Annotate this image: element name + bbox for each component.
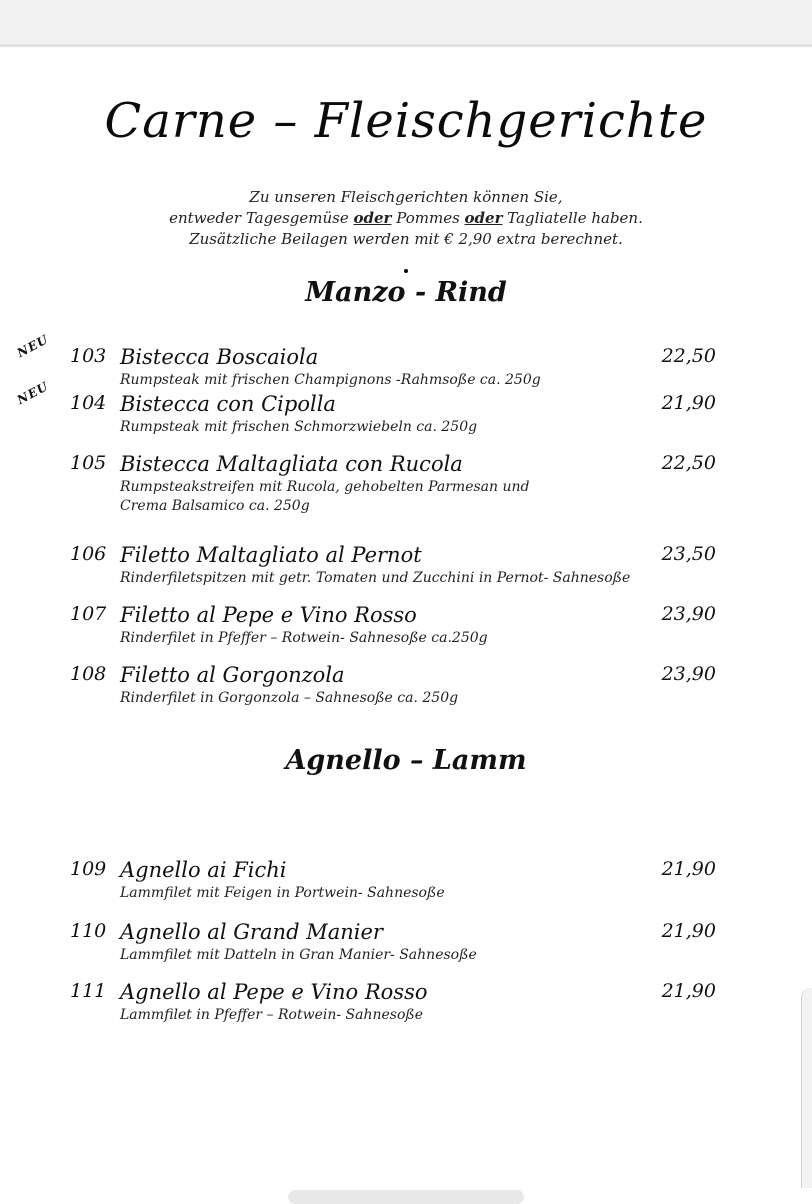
item-price: 21,90 — [661, 980, 716, 1002]
item-number: 111 — [70, 980, 107, 1002]
item-description: Rumpsteak mit frischen Champignons -Rahmsoße ca. 250g — [120, 372, 541, 388]
item-description: Rinderfilet in Gorgonzola – Sahnesoße ca. 250g — [120, 690, 459, 706]
menu-page — [0, 47, 812, 1200]
intro-text — [0, 187, 812, 250]
item-price: 21,90 — [661, 920, 716, 942]
item-name: Agnello ai Fichi — [120, 858, 287, 882]
item-description: Rinderfiletspitzen mit getr. Tomaten und Zucchini in Pernot- Sahnesoße — [120, 570, 631, 586]
page-title: Carne – Fleischgerichte — [104, 93, 708, 149]
intro-line-2-end: Tagliatelle haben. — [502, 209, 643, 227]
new-badge: NEU — [14, 379, 51, 408]
new-badge: NEU — [14, 332, 51, 361]
intro-line-2 — [0, 208, 812, 229]
item-number: 104 — [70, 392, 107, 414]
item-name: Bistecca Boscaiola — [120, 345, 319, 369]
scrollbar[interactable] — [801, 988, 812, 1188]
item-price: 23,50 — [661, 543, 716, 565]
item-number: 109 — [70, 858, 107, 880]
item-name: Agnello al Grand Manier — [120, 920, 383, 944]
item-name: Filetto Maltagliato al Pernot — [120, 543, 422, 567]
item-name: Bistecca con Cipolla — [120, 392, 336, 416]
item-description: Rinderfilet in Pfeffer – Rotwein- Sahnesoße ca.250g — [120, 630, 488, 646]
item-description: Lammfilet mit Feigen in Portwein- Sahnesoße — [120, 885, 445, 901]
item-price: 23,90 — [661, 663, 716, 685]
item-price: 22,50 — [661, 345, 716, 367]
item-name: Filetto al Gorgonzola — [120, 663, 345, 687]
item-number: 103 — [70, 345, 107, 367]
section-heading-lamb: Agnello – Lamm — [285, 745, 527, 776]
item-description: Rumpsteakstreifen mit Rucola, gehobelten Parmesan und Crema Balsamico ca. 250g — [120, 479, 530, 514]
section-heading-beef: Manzo - Rind — [305, 277, 507, 308]
intro-line-1: Zu unseren Fleischgerichten können Sie, — [249, 188, 563, 206]
item-name: Filetto al Pepe e Vino Rosso — [120, 603, 417, 627]
item-number: 105 — [70, 452, 107, 474]
intro-or-1: oder — [353, 209, 392, 227]
item-description: Lammfilet mit Datteln in Gran Manier- Sahnesoße — [120, 947, 477, 963]
item-number: 107 — [70, 603, 107, 625]
intro-line-2-start: entweder Tagesgemüse — [169, 209, 354, 227]
home-indicator[interactable] — [288, 1190, 524, 1204]
item-name: Bistecca Maltagliata con Rucola — [120, 452, 463, 476]
item-number: 108 — [70, 663, 107, 685]
item-price: 21,90 — [661, 858, 716, 880]
intro-line-3: Zusätzliche Beilagen werden mit € 2,90 extra berechnet. — [189, 230, 623, 248]
browser-top-bar — [0, 0, 812, 47]
item-price: 23,90 — [661, 603, 716, 625]
intro-or-2: oder — [464, 209, 503, 227]
dot-mark — [404, 269, 408, 273]
item-price: 22,50 — [661, 452, 716, 474]
intro-line-2-mid: Pommes — [391, 209, 465, 227]
item-number: 106 — [70, 543, 107, 565]
item-name: Agnello al Pepe e Vino Rosso — [120, 980, 428, 1004]
item-number: 110 — [70, 920, 107, 942]
item-price: 21,90 — [661, 392, 716, 414]
item-description: Rumpsteak mit frischen Schmorzwiebeln ca. 250g — [120, 419, 478, 435]
item-description: Lammfilet in Pfeffer – Rotwein- Sahnesoße — [120, 1007, 424, 1023]
